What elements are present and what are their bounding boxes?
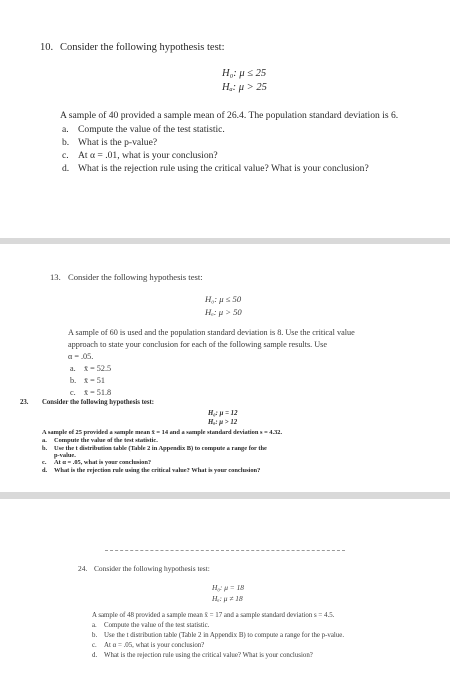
item-label: c. bbox=[62, 150, 69, 161]
problem-body: A sample of 48 provided a sample mean x̄ = 17 and a sample standard deviation s = 4.5. bbox=[92, 612, 335, 619]
alternative-hypothesis: Hₐ: μ > 12 bbox=[208, 419, 238, 426]
item-label: a. bbox=[70, 364, 76, 373]
item-text: Compute the value of the test statistic. bbox=[54, 437, 158, 444]
problem-number: 10. bbox=[40, 42, 54, 53]
item-label: d. bbox=[62, 163, 70, 174]
item-text: Compute the value of the test statistic. bbox=[104, 622, 210, 629]
item-label: c. bbox=[42, 459, 47, 466]
item-label: b. bbox=[92, 632, 98, 639]
item-text: Compute the value of the test statistic. bbox=[78, 124, 225, 135]
item-label: b. bbox=[62, 137, 70, 148]
item-label: c. bbox=[70, 388, 76, 397]
item-text: What is the rejection rule using the critical value? What is your conclusion? bbox=[54, 467, 261, 474]
item-label: a. bbox=[62, 124, 69, 135]
problem-23 bbox=[0, 398, 450, 468]
item-text: What is the rejection rule using the critical value? What is your conclusion? bbox=[78, 163, 369, 174]
item-text: x̄ = 51 bbox=[84, 376, 105, 385]
alternative-hypothesis: Hₐ: μ > 50 bbox=[205, 307, 242, 317]
item-text: At α = .05, what is your conclusion? bbox=[104, 642, 205, 649]
problem-body: A sample of 25 provided a sample mean x̄ = 14 and a sample standard deviation s = 4.32. bbox=[42, 429, 283, 436]
item-text: What is the rejection rule using the critical value? What is your conclusion? bbox=[104, 652, 313, 659]
alternative-hypothesis: Hₐ: μ > 25 bbox=[222, 82, 267, 93]
problem-prompt: Consider the following hypothesis test: bbox=[68, 272, 203, 282]
problem-13 bbox=[0, 244, 450, 380]
item-label: c. bbox=[92, 642, 97, 649]
problem-body: approach to state your conclusion for each of the following sample results. Use bbox=[68, 340, 327, 349]
item-text: At α = .05, what is your conclusion? bbox=[54, 459, 152, 466]
item-text: Use the t distribution table (Table 2 in Appendix B) to compute a range for the bbox=[54, 445, 267, 452]
problem-24 bbox=[0, 499, 450, 700]
null-hypothesis: H₀: μ = 12 bbox=[208, 410, 238, 417]
item-text: x̄ = 52.5 bbox=[84, 364, 112, 373]
item-text: What is the p-value? bbox=[78, 137, 158, 148]
problem-10 bbox=[0, 0, 450, 240]
null-hypothesis: H₀: μ ≤ 50 bbox=[205, 294, 242, 304]
torn-edge bbox=[105, 550, 345, 552]
alternative-hypothesis: Hₐ: μ ≠ 18 bbox=[212, 594, 243, 603]
null-hypothesis: H₀: μ ≤ 25 bbox=[222, 68, 267, 79]
item-text: Use the t distribution table (Table 2 in Appendix B) to compute a range for the p-value. bbox=[104, 632, 345, 639]
item-text: At α = .01, what is your conclusion? bbox=[78, 150, 218, 161]
null-hypothesis: H₀: μ = 18 bbox=[212, 583, 244, 592]
item-label: d. bbox=[92, 652, 98, 659]
problem-body: α = .05. bbox=[68, 352, 94, 361]
problem-prompt: Consider the following hypothesis test: bbox=[42, 399, 155, 406]
problem-number: 24. bbox=[78, 564, 88, 573]
item-text: p-value. bbox=[54, 452, 76, 459]
item-label: d. bbox=[42, 467, 48, 474]
problem-body: A sample of 40 provided a sample mean of 26.4. The population standard deviation is 6. bbox=[60, 110, 399, 121]
item-label: b. bbox=[70, 376, 77, 385]
problem-number: 13. bbox=[50, 272, 61, 282]
item-label: a. bbox=[92, 622, 97, 629]
problem-prompt: Consider the following hypothesis test: bbox=[94, 564, 210, 573]
problem-prompt: Consider the following hypothesis test: bbox=[60, 42, 225, 53]
item-text: x̄ = 51.8 bbox=[84, 388, 112, 397]
problem-number: 23. bbox=[20, 399, 29, 406]
page-divider bbox=[0, 492, 450, 499]
item-label: a. bbox=[42, 437, 47, 444]
item-label: b. bbox=[42, 445, 48, 452]
problem-body: A sample of 60 is used and the population standard deviation is 8. Use the critical value bbox=[68, 328, 355, 337]
